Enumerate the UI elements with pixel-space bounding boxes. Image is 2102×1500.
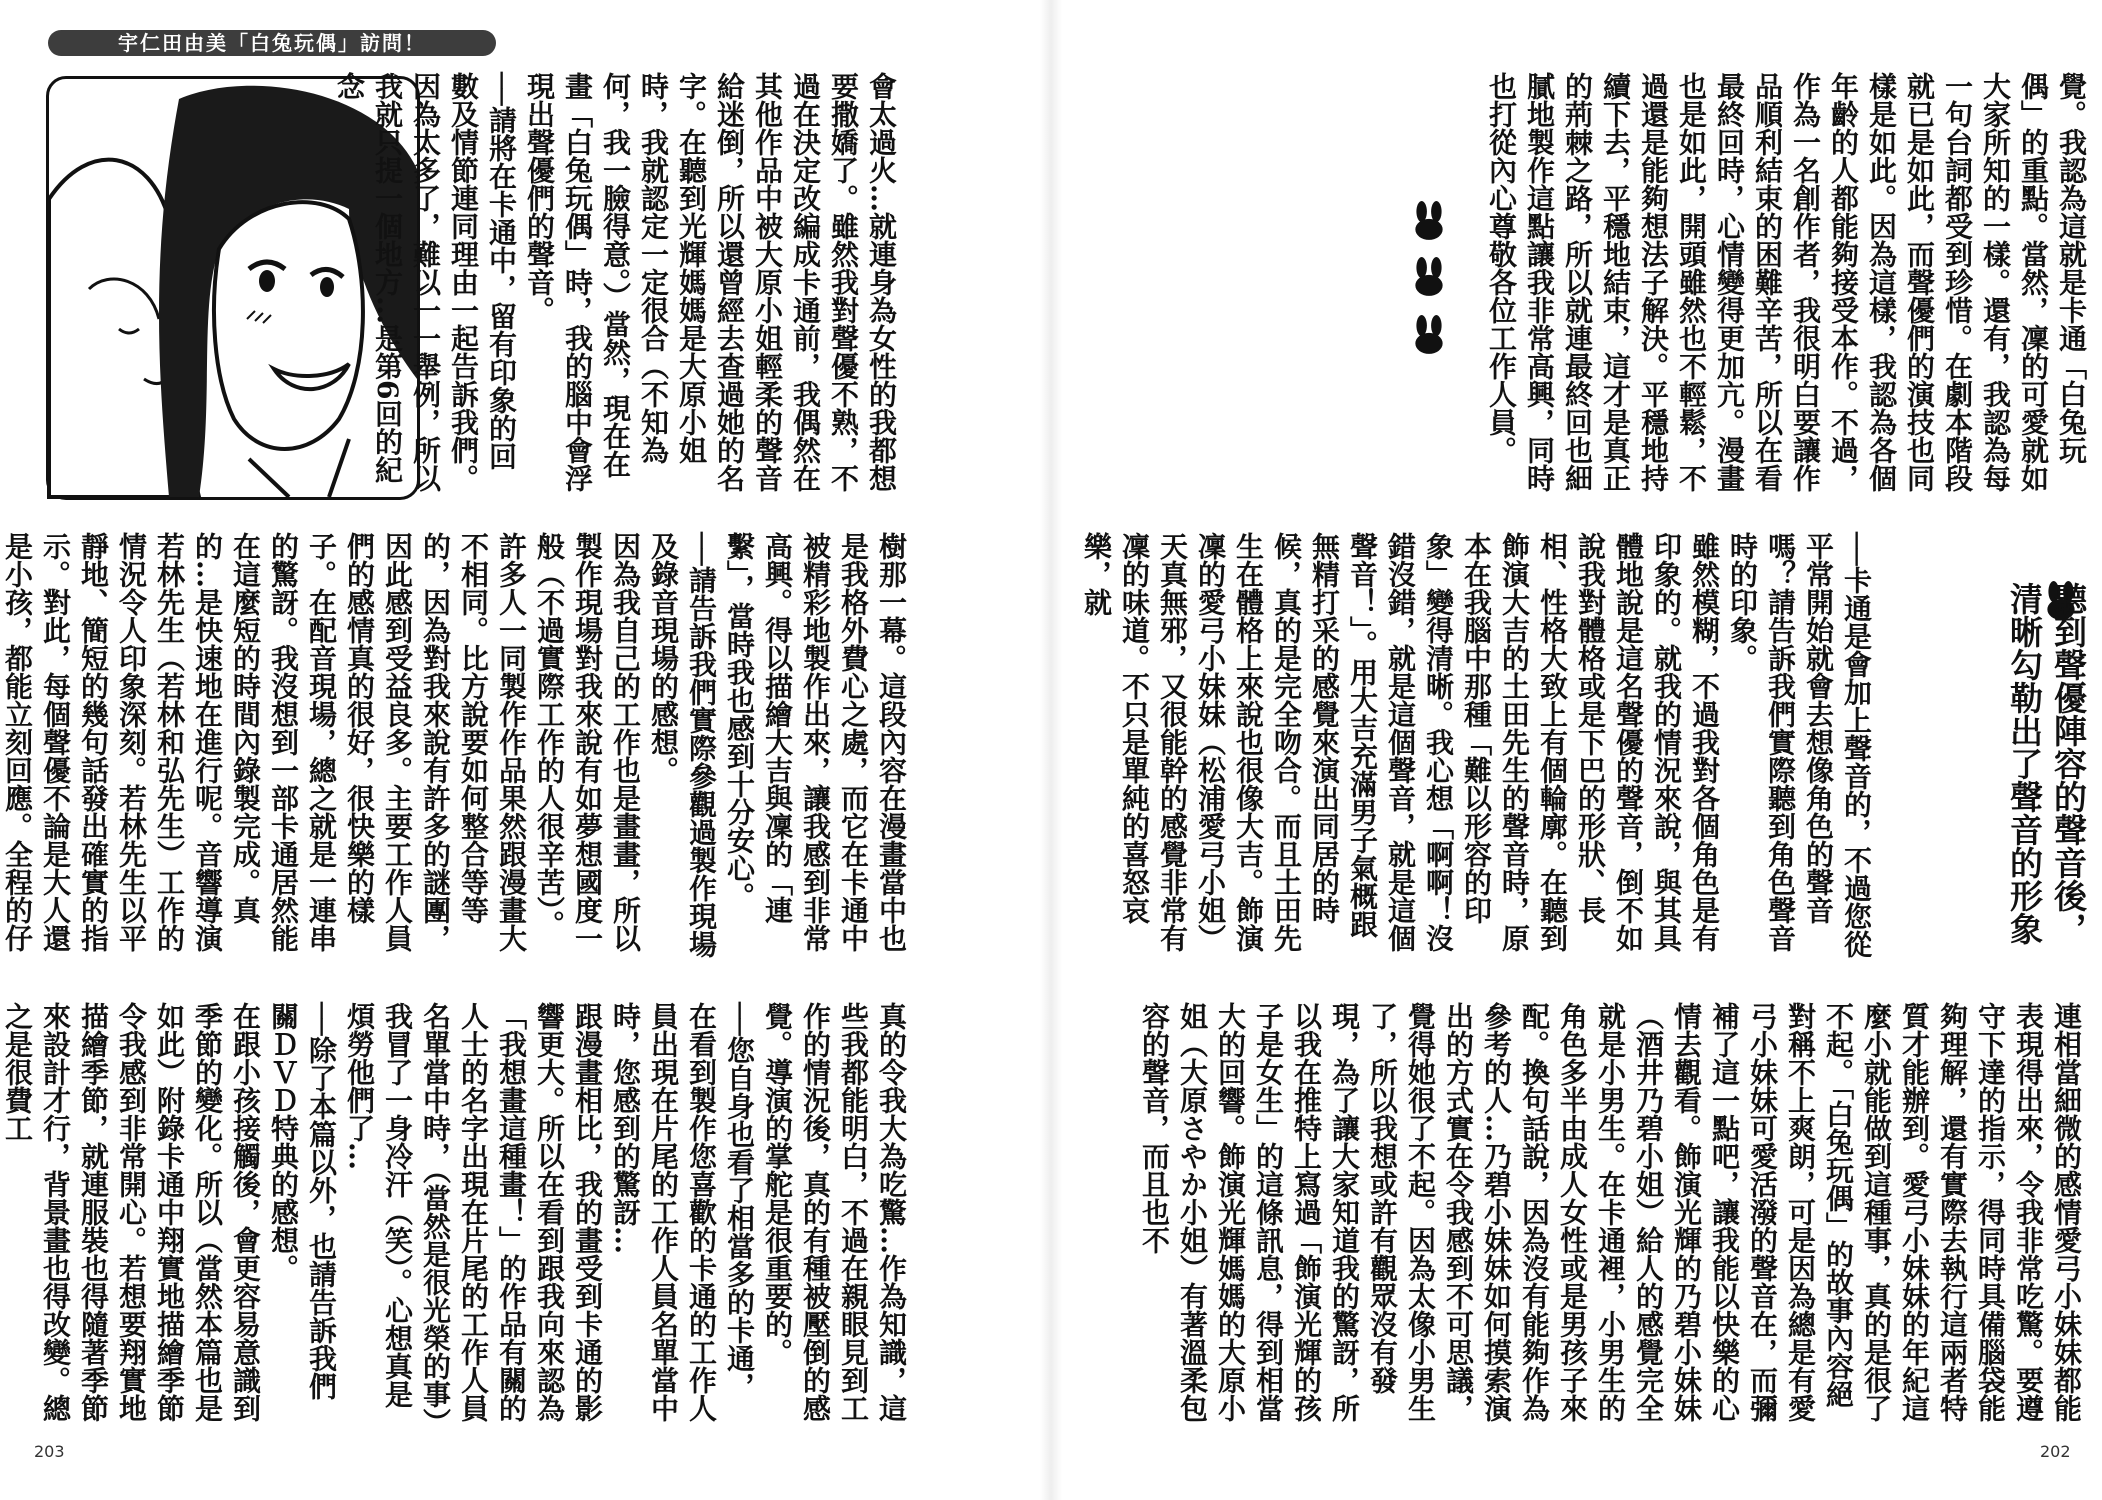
bunny-icon	[1408, 200, 1450, 242]
page-number-right: 202	[2040, 1442, 2071, 1461]
right-bottom-text: 連相當細微的感情愛弓小妹妹都能表現得出來，令我非常吃驚。要遵守下達的指示，得同時具備腦袋能夠理解，還有實際去執行這兩者特質才能辦到。愛弓小妹妹的年紀這麼小就能做到這種事，真的是很了不起。「白兔玩偶」的故事內容絕對稱不上爽朗，可是因為總是有愛弓小妹妹可愛活潑的聲音在，而彌補了這一點吧，讓我能以快樂的心情去觀看。飾演光輝的乃碧小妹妹（酒井乃碧小姐）給人的感覺完全就是小男生。在卡通裡，小男生的角色多半由成人女性或是男孩子來配。換句話說，因為沒有能夠作為參考的人…乃碧小妹妹如何摸索演出的方式實在令我感到不可思議，覺得她很了不起。因為太像小男生了，所以我想或許有觀眾沒有發現，為了讓大家知道我的驚訝，所以我在推特上寫過「飾演光輝的孩子是女生」的這條訊息，得到相當大的回響。飾演光輝媽媽的大原小姐（大原さやか小姐）有著溫柔包容的聲音，而且也不	[1138, 1002, 2083, 1422]
bunny-icon	[1408, 256, 1450, 298]
right-top-text: 覺。我認為這就是卡通「白兔玩偶」的重點。當然，凜的可愛就如大家所知的一樣。還有，我認為每一句台詞都受到珍惜。在劇本階段就已是如此，而聲優們的演技也同樣是如此。因為這樣，我認為各個年齡的人都能夠接受本作。不過，作為一名創作者，我很明白要讓作品順利結束的困難辛苦，所以在看最終回時，心情變得更加亢。漫畫也是如此，開頭雖然也不輕鬆，不過還是能夠想法子解決。平穩地持續下去，平穩地結束，這才是真正的荊棘之路，所以就連最終回也細膩地製作這點讓我非常高興，同時也打從內心尊敬各位工作人員。	[1485, 72, 2088, 492]
left-middle-text: 樹那一幕。這段內容在漫畫當中也是我格外費心之處，而它在卡通中被精彩地製作出來，讓我感到非常高興。得以描繪大吉與凜的「連繫」，當時我也感到十分安心。 ──請告訴我們實際參觀過製作現場及錄音現場的感想。 因為我自己的工作也是畫畫，所以製作現場對我來說有如夢想國度一般（不過實際工作的人很辛苦）。許多人一同製作作品果然跟漫畫大不相同。比方說要如何整合等等的，因為對我來說有許多的謎團，因此感到受益良多。主要工作人員們的感情真的很好，很快樂的樣子。在配音現場，總之就是一連串的驚訝。我沒想到一部卡通居然能在這麼短的時間內錄製完成。真的…是快速地在進行呢。音響導演若林先生（若林和弘先生）工作的情況令人印象深刻。若林先生以平靜地、簡短的幾句話發出確實的指示。對此，每個聲優不論是大人還是小孩，都能立刻回應。全程的仔	[1, 532, 908, 958]
left-bottom-text: 真的令我大為吃驚…作為知識，這些我都能明白，不過在親眼見到工作的情況後，真的有種被壓倒的感覺。導演的掌舵是很重要的。 ──您自身也看了相當多的卡通，在看到製作您喜歡的卡通的工作人員出現在片尾的工作人員名單當中時，您感到的驚訝… 跟漫畫相比，我的畫受到卡通的影響更大。所以在看到跟我向來認為「我想畫這種畫！」的作品有關的人士的名字出現在片尾的工作人員名單當中時，（當然是很光榮的事）我冒了一身冷汗（笑）。心想真是煩勞他們了… ──除了本篇以外，也請告訴我們關ＤＶＤ特典的感想。 在跟小孩接觸後，會更容易意識到季節的變化。所以（當然本篇也是如此）附錄卡通中翔實地描繪季節令我感到非常開心。若想要翔實地描繪季節，就連服裝也得隨著季節來設計才行，背景畫也得改變。總之是很費工	[1, 1002, 908, 1422]
section-heading: 聽到聲優陣容的聲音後，清晰勾勒出了聲音的形象	[2005, 582, 2088, 945]
interview-header: 宇仁田由美「白兔玩偶」訪問！	[48, 30, 496, 56]
bunny-icon	[1408, 314, 1450, 356]
left-top-text: 會太過火…就連身為女性的我都想要撒嬌了。雖然我對聲優不熟，不過在決定改編成卡通前，我偶然在其他作品中被大原小姐輕柔的聲音給迷倒，所以還曾經去查過她的名字。在聽到光輝媽媽是大原小姐時，我就認定一定很合（不知為何，我一臉得意。）當然，現在在畫「白兔玩偶」時，我的腦中會浮現出聲優們的聲音。 ──請將在卡通中，留有印象的回數及情節連同理由一起告訴我們。 因為太多了，難以一一舉例，所以我就只提一個地方…是第6回的紀念	[333, 72, 898, 492]
page-number-left: 203	[34, 1442, 65, 1461]
right-middle-text: ──卡通是會加上聲音的，不過您從平常開始就會去想像角色的聲音嗎？請告訴我們實際聽到角色聲音時的印象。 雖然模糊，不過我對各個角色是有印象的。就我的情況來說，與其具體地說是這名聲優的聲音，倒不如說我對體格或是下巴的形狀、長相、性格大致上有個輪廓。在聽到飾演大吉的土田先生的聲音時，原本在我腦中那種「難以形容的印象」變得清晰。我心想「啊啊！沒錯沒錯，就是這個聲音，就是這個聲音！」。用大吉充滿男子氣概跟無精打采的感覺來演出同居的時候，真的是完全吻合。而且土田先生在體格上來說也很像大吉。飾演凜的愛弓小妹妹（松浦愛弓小姐）天真無邪，又很能幹的感覺非常有凜的味道。不只是單純的喜怒哀樂，就	[1080, 532, 1873, 958]
